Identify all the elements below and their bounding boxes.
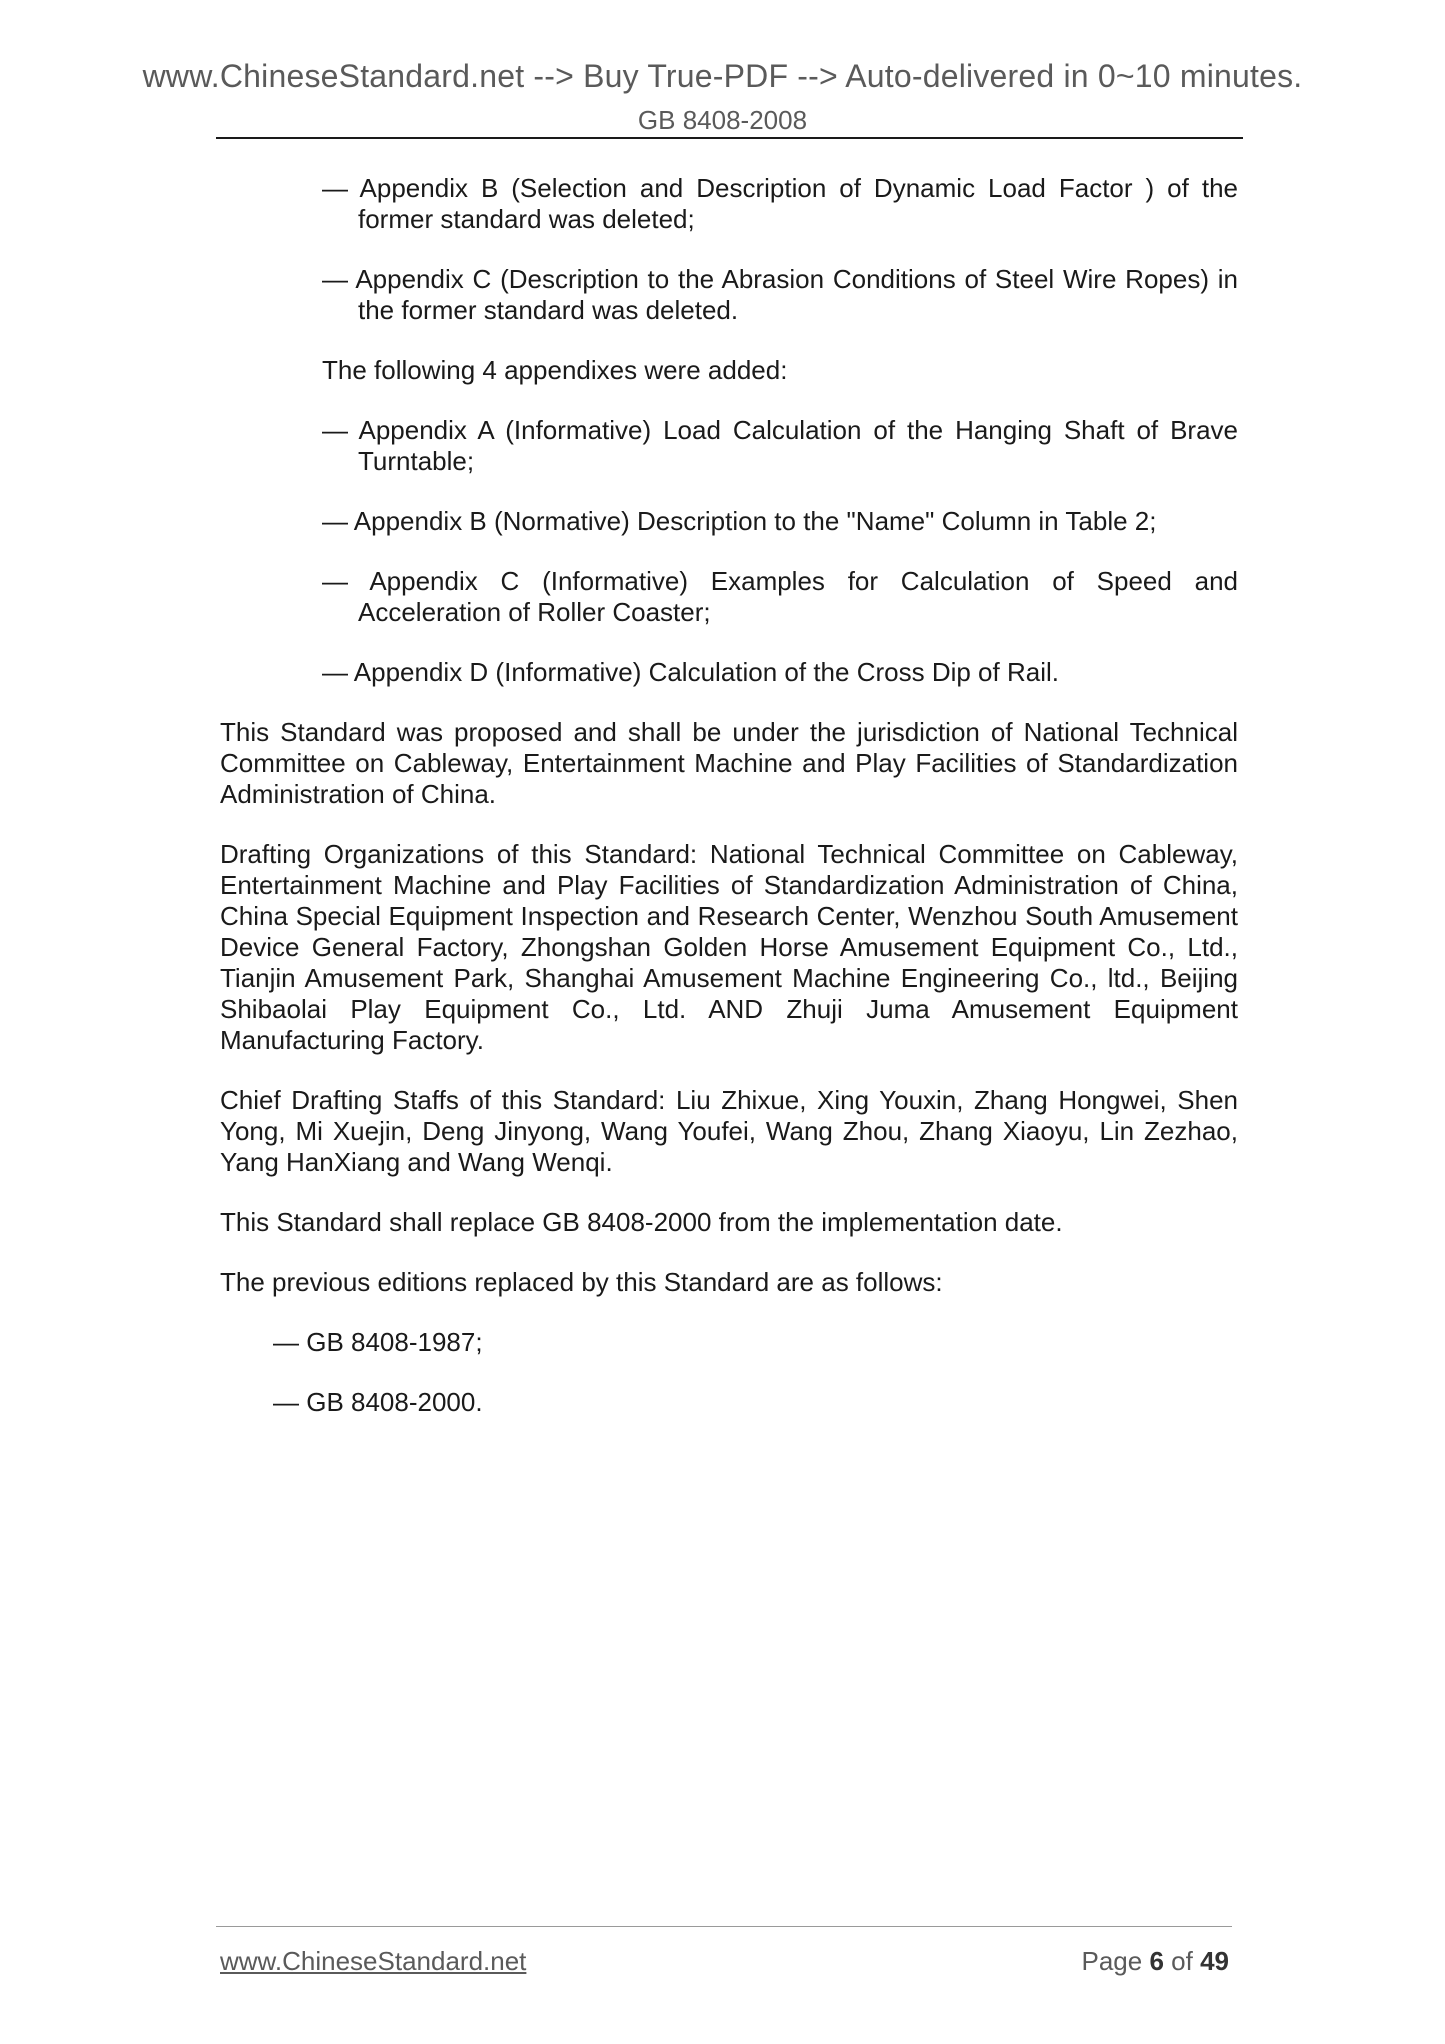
added-appendix-a: — Appendix A (Informative) Load Calculation of the Hanging Shaft of Brave Turntable; [322, 415, 1238, 476]
proposal-paragraph: This Standard was proposed and shall be under the jurisdiction of National Technical Committee on Cableway, Entertainment Machine and Play Facilities of Standardization Administration of China. [220, 717, 1238, 809]
added-appendix-c: — Appendix C (Informative) Examples for Calculation of Speed and Acceleration of Roller Coaster; [322, 566, 1238, 627]
deleted-appendix-b: — Appendix B (Selection and Description of Dynamic Load Factor ) of the former standard was deleted; [322, 173, 1238, 234]
drafting-organizations-paragraph: Drafting Organizations of this Standard: National Technical Committee on Cableway, Entertainment Machine and Play Facilities of Standardization Administration of China, China Special Equipment Inspection and Research Center, Wenzhou South Amusement Device General Factory, Zhongshan Golden Horse Amusement Equipment Co., Ltd., Tianjin Amusement Park, Shanghai Amusement Machine Engineering Co., ltd., Beijing Shibaolai Play Equipment Co., Ltd. AND Zhuji Juma Amusement Equipment Manufacturing Factory. [220, 839, 1238, 1055]
footer-website-link[interactable]: www.ChineseStandard.net [220, 1946, 527, 1976]
previous-editions-intro: The previous editions replaced by this Standard are as follows: [220, 1267, 943, 1297]
page-of-label: of [1171, 1946, 1193, 1976]
chief-drafting-staffs-paragraph: Chief Drafting Staffs of this Standard: Liu Zhixue, Xing Youxin, Zhang Hongwei, Shen Yong, Mi Xuejin, Deng Jinyong, Wang Youfei, Wang Zhou, Zhang Xiaoyu, Lin Zezhao, Yang HanXiang and Wang Wenqi. [220, 1085, 1238, 1177]
page-content [220, 173, 1238, 1447]
page-number [1081, 1946, 1229, 1977]
current-page: 6 [1149, 1946, 1164, 1976]
replacement-paragraph: This Standard shall replace GB 8408-2000 from the implementation date. [220, 1207, 1063, 1237]
header-banner: www.ChineseStandard.net --> Buy True-PDF --> Auto-delivered in 0~10 minutes. [142, 58, 1303, 94]
added-appendixes-intro: The following 4 appendixes were added: [322, 355, 788, 385]
page-label: Page [1081, 1946, 1143, 1976]
header-divider [216, 137, 1243, 139]
previous-edition-item: — GB 8408-1987; [273, 1327, 483, 1357]
footer-divider [216, 1926, 1232, 1927]
previous-edition-item: — GB 8408-2000. [273, 1387, 483, 1417]
added-appendix-d: — Appendix D (Informative) Calculation of the Cross Dip of Rail. [322, 657, 1059, 687]
deleted-appendix-c: — Appendix C (Description to the Abrasion Conditions of Steel Wire Ropes) in the former standard was deleted. [322, 264, 1238, 325]
added-appendix-b: — Appendix B (Normative) Description to the "Name" Column in Table 2; [322, 506, 1157, 536]
document-code: GB 8408-2008 [637, 105, 808, 135]
total-pages: 49 [1200, 1946, 1229, 1976]
